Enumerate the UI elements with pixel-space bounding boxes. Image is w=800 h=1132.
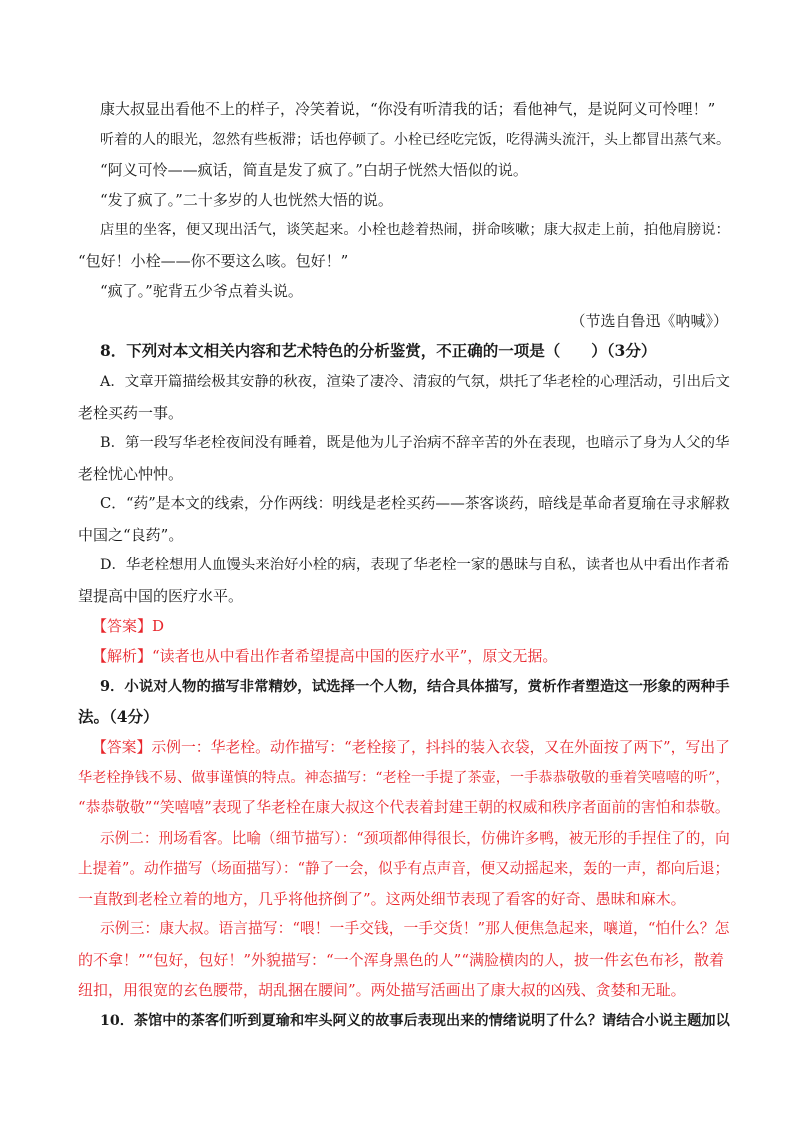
story-line: “包好！小栓——你不要这么咳。包好！” bbox=[78, 252, 349, 270]
story-line: 康大叔显出看他不上的样子，冷笑着说，“你没有听清我的话；看他神气，是说阿义可怜哩！” bbox=[100, 100, 716, 118]
option-a-cont: 老栓买药一事。 bbox=[78, 404, 184, 422]
question-9-stem: 9．小说对人物的描写非常精妙，试选择一个人物，结合具体描写，赏析作者塑造这一形象的两种手 bbox=[100, 678, 730, 695]
q9-answer-line: 示例三：康大叔。语言描写：“喂！一手交钱，一手交货！”那人便焦急起来，嚷道，“怕什么？怎 bbox=[100, 920, 730, 937]
story-line: “发了疯了。”二十多岁的人也恍然大悟的说。 bbox=[100, 191, 393, 209]
option-c: C．“药”是本文的线索，分作两线：明线是老栓买药——茶客谈药，暗线是革命者夏瑜在寻求解救 bbox=[100, 495, 730, 512]
q8-answer: 【答案】D bbox=[92, 617, 165, 635]
story-line: 听着的人的眼光，忽然有些板滞；话也停顿了。小栓已经吃完饭，吃得满头流汗，头上都冒出蒸气来。 bbox=[100, 132, 730, 148]
option-b-cont: 老栓忧心忡忡。 bbox=[78, 465, 184, 483]
question-8-stem: 8．下列对本文相关内容和艺术特色的分析鉴赏，不正确的一项是（ ）（3分） bbox=[100, 341, 657, 360]
q9-answer-line: 【答案】示例一：华老栓。动作描写：“老栓接了，抖抖的装入衣袋，又在外面按了两下”，写出了 bbox=[92, 739, 730, 756]
q9-answer-line: 示例二：刑场看客。比喻（细节描写）：“颈项都伸得很长，仿佛许多鸭，被无形的手捏住了的，向 bbox=[100, 830, 730, 847]
option-a: A．文章开篇描绘极其安静的秋夜，渲染了凄冷、清寂的气氛，烘托了华老栓的心理活动，引出后文 bbox=[100, 374, 730, 390]
option-d-cont: 望提高中国的医疗水平。 bbox=[78, 587, 244, 605]
option-b: B．第一段写华老栓夜间没有睡着，既是他为儿子治病不辞辛苦的外在表现，也暗示了身为人父的华 bbox=[100, 435, 730, 451]
story-line: “阿义可怜——疯话，简直是发了疯了。”白胡子恍然大悟似的说。 bbox=[100, 161, 528, 179]
option-c-cont: 中国之“良药”。 bbox=[78, 526, 184, 544]
q8-analysis: 【解析】“读者也从中看出作者希望提高中国的医疗水平”，原文无据。 bbox=[92, 647, 558, 665]
q9-answer-line: 一直散到老栓立着的地方，几乎将他挤倒了”。这两处细节表现了看客的好奇、愚昧和麻木。 bbox=[78, 890, 686, 908]
q9-answer-line: 纽扣，用很宽的玄色腰带，胡乱捆在腰间”。两处描写活画出了康大叔的凶残、贪婪和无耻。 bbox=[78, 981, 686, 999]
question-9-stem-cont: 法。（4分） bbox=[78, 707, 159, 726]
q9-answer-line: 上提着”。动作描写（场面描写）：“静了一会，似乎有点声音，便又动摇起来，轰的一声，都向后退； bbox=[78, 860, 730, 877]
q9-answer-line: “恭恭敬敬”“笑嘻嘻”表现了华老栓在康大叔这个代表着封建王朝的权威和秩序者面前的害怕和恭敬。 bbox=[78, 799, 730, 816]
story-line: 店里的坐客，便又现出活气，谈笑起来。小栓也趁着热闹，拼命咳嗽；康大叔走上前，拍他肩膀说： bbox=[100, 222, 730, 238]
q9-answer-line: 的不拿！”“包好，包好！”外貌描写：“一个浑身黑色的人”“满脸横肉的人，披一件玄色布衫，散着 bbox=[78, 951, 725, 969]
option-d: D．华老栓想用人血馒头来治好小栓的病，表现了华老栓一家的愚昧与自私，读者也从中看出作者希 bbox=[100, 557, 730, 573]
q9-answer-line: 华老栓挣钱不易、做事谨慎的特点。神态描写：“老栓一手提了茶壶，一手恭恭敬敬的垂着笑嘻嘻的听”， bbox=[78, 770, 730, 786]
story-line: “疯了。”驼背五少爷点着头说。 bbox=[100, 282, 303, 300]
source-citation: （节选自鲁迅《呐喊》） bbox=[570, 312, 728, 330]
question-10-stem: 10．茶馆中的茶客们听到夏瑜和牢头阿义的故事后表现出来的情绪说明了什么？请结合小说主题加以 bbox=[100, 1013, 730, 1029]
